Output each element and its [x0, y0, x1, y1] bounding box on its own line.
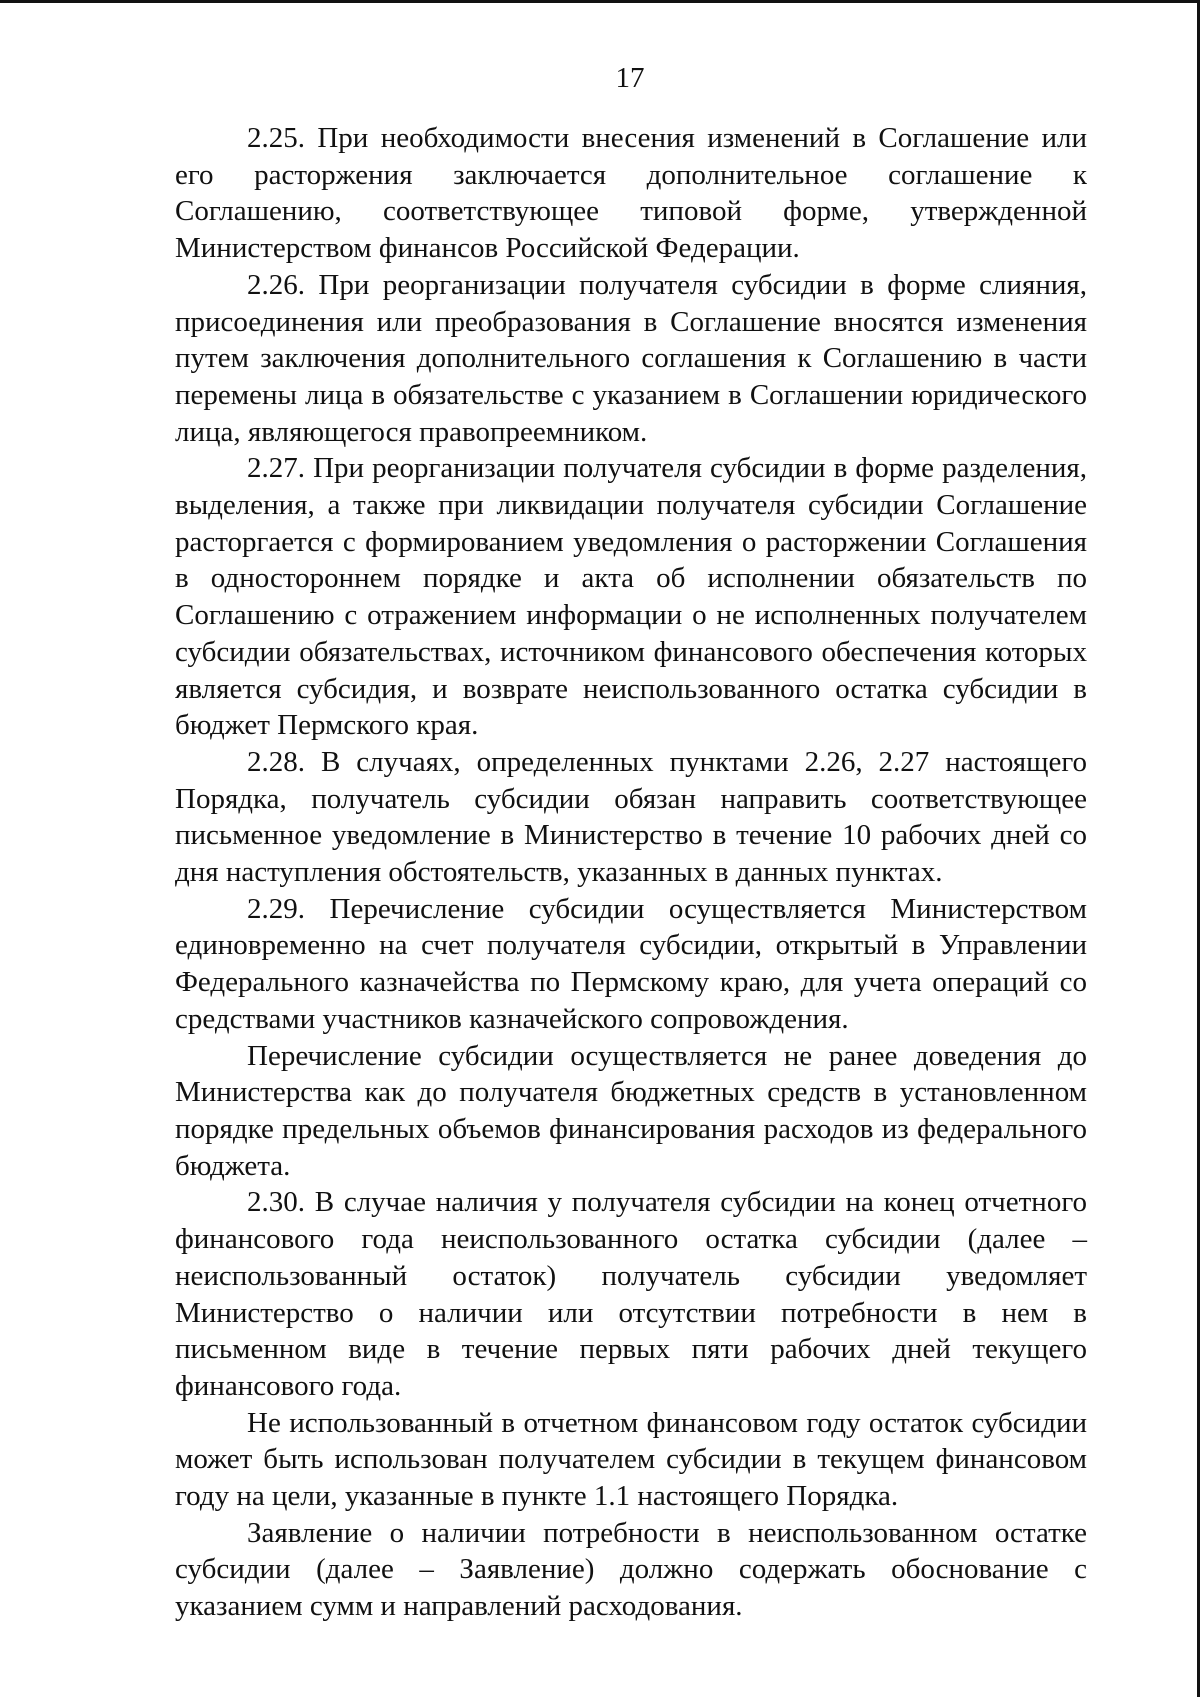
paragraph-transfer-conditions: Перечисление субсидии осуществляется не ранее доведения до Министерства как до получателя бюджетных средств в установленном порядке предельных объемов финансирования расходов из федерального бюджета.	[175, 1039, 1087, 1182]
paragraph-2-26: 2.26. При реорганизации получателя субсидии в форме слияния, присоединения или преобразования в Соглашение вносятся изменения путем заключения дополнительного соглашения к Соглашению в части перемены лица в обязательстве с указанием в Соглашении юридического лица, являющегося правопреемником.	[175, 268, 1087, 448]
document-body	[175, 120, 1087, 1625]
paragraph-2-30: 2.30. В случае наличия у получателя субсидии на конец отчетного финансового года неиспользованного остатка субсидии (далее – неиспользованный остаток) получатель субсидии уведомляет Министерство о наличии или отсутствии потребности в нем в письменном виде в течение первых пяти рабочих дней текущего финансового года.	[175, 1186, 1087, 1402]
paragraph-application: Заявление о наличии потребности в неиспользованном остатке субсидии (далее – Заявление) должно содержать обоснование с указанием сумм и направлений расходования.	[175, 1516, 1087, 1623]
scan-edge-top	[0, 0, 1200, 3]
paragraph-2-27: 2.27. При реорганизации получателя субсидии в форме разделения, выделения, а также при ликвидации получателя субсидии Соглашение расторгается с формированием уведомления о расторжении Соглашения в одностороннем порядке и акта об исполнении обязательств по Соглашению с отражением информации о не исполненных получателем субсидии обязательствах, источником финансового обеспечения которых является субсидия, и возврате неиспользованного остатка субсидии в бюджет Пермского края.	[175, 452, 1087, 742]
paragraph-2-29: 2.29. Перечисление субсидии осуществляется Министерством единовременно на счет получателя субсидии, открытый в Управлении Федерального казначейства по Пермскому краю, для учета операций со средствами участников казначейского сопровождения.	[175, 892, 1087, 1035]
paragraph-2-28: 2.28. В случаях, определенных пунктами 2.26, 2.27 настоящего Порядка, получатель субсидии обязан направить соответствующее письменное уведомление в Министерство в течение 10 рабочих дней со дня наступления обстоятельств, указанных в данных пунктах.	[175, 745, 1087, 889]
paragraph-2-25: 2.25. При необходимости внесения изменений в Соглашение или его расторжения заключается дополнительное соглашение к Соглашению, соответствующее типовой форме, утвержденной Министерством финансов Российской Федерации.	[175, 122, 1087, 265]
paragraph-unused-balance: Не использованный в отчетном финансовом году остаток субсидии может быть использован получателем субсидии в текущем финансовом году на цели, указанные в пункте 1.1 настоящего Порядка.	[175, 1406, 1087, 1513]
page-number: 17	[615, 62, 645, 94]
